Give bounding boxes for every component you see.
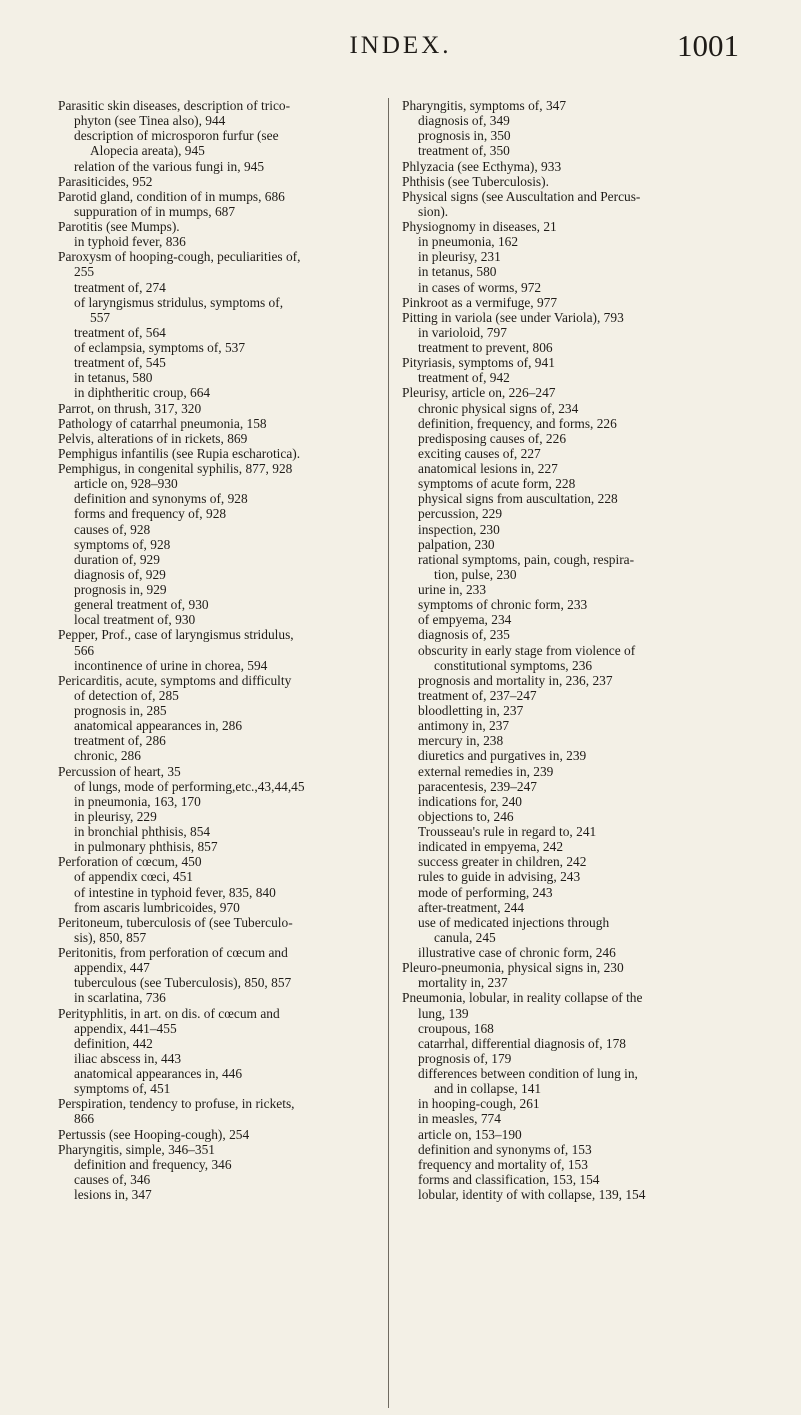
index-entry bbox=[402, 960, 742, 975]
entry-line: Pleurisy, article on, 226–247 bbox=[402, 385, 556, 401]
entry-line: illustrative case of chronic form, 246 bbox=[418, 945, 616, 960]
entry-line: chronic, 286 bbox=[74, 748, 141, 764]
entry-line: Parotid gland, condition of in mumps, 686 bbox=[58, 188, 285, 204]
index-subentry bbox=[402, 552, 742, 582]
entry-line: prognosis of, 179 bbox=[418, 1050, 512, 1066]
index-subentry bbox=[58, 990, 378, 1005]
entry-line: incontinence of urine in chorea, 594 bbox=[74, 657, 268, 673]
index-subentry bbox=[58, 869, 378, 884]
index-subentry bbox=[58, 1051, 378, 1066]
entry-line: bloodletting in, 237 bbox=[418, 703, 524, 718]
index-subentry bbox=[402, 325, 742, 340]
entry-line: diagnosis of, 235 bbox=[418, 627, 510, 643]
index-subentry bbox=[58, 1036, 378, 1051]
index-subentry bbox=[402, 431, 742, 446]
entry-line: prognosis in, 350 bbox=[418, 128, 511, 144]
entry-continuation-line: Alopecia areata), 945 bbox=[90, 143, 205, 159]
entry-line: of eclampsia, symptoms of, 537 bbox=[74, 340, 246, 355]
entry-continuation-line: sis), 850, 857 bbox=[74, 929, 147, 945]
entry-line: in pleurisy, 231 bbox=[418, 249, 501, 265]
entry-line: urine in, 233 bbox=[418, 582, 487, 597]
index-subentry bbox=[58, 612, 378, 627]
entry-line: paracentesis, 239–247 bbox=[418, 778, 537, 794]
index-subentry bbox=[58, 733, 378, 748]
entry-line: in pneumonia, 163, 170 bbox=[74, 793, 201, 809]
entry-line: mortality in, 237 bbox=[418, 975, 508, 991]
entry-line: lesions in, 347 bbox=[74, 1187, 152, 1202]
index-subentry bbox=[402, 885, 742, 900]
entry-line: Phthisis (see Tuberculosis). bbox=[402, 173, 549, 189]
index-subentry bbox=[402, 1096, 742, 1111]
entry-line: of lungs, mode of performing,etc.,43,44,45 bbox=[74, 778, 305, 794]
entry-line: of empyema, 234 bbox=[418, 612, 512, 628]
entry-line: definition, 442 bbox=[74, 1035, 153, 1051]
entry-line: Perspiration, tendency to profuse, in rickets, bbox=[58, 1096, 295, 1112]
entry-continuation-line: 255 bbox=[74, 264, 95, 280]
index-subentry bbox=[402, 1187, 742, 1202]
entry-line: definition and frequency, 346 bbox=[74, 1156, 232, 1172]
index-subentry bbox=[58, 1157, 378, 1172]
index-column-right bbox=[402, 98, 742, 1202]
entry-line: in cases of worms, 972 bbox=[418, 279, 542, 295]
entry-line: symptoms of chronic form, 233 bbox=[418, 597, 588, 613]
index-subentry bbox=[58, 703, 378, 718]
entry-line: symptoms of, 928 bbox=[74, 536, 171, 552]
entry-line: causes of, 928 bbox=[74, 521, 151, 537]
entry-line: mercury in, 238 bbox=[418, 733, 504, 749]
entry-line: Percussion of heart, 35 bbox=[58, 763, 181, 779]
entry-line: Pericarditis, acute, symptoms and difficulty bbox=[58, 672, 292, 688]
entry-line: prognosis and mortality in, 236, 237 bbox=[418, 672, 613, 688]
entry-line: in scarlatina, 736 bbox=[74, 990, 166, 1006]
entry-line: suppuration of in mumps, 687 bbox=[74, 203, 236, 219]
entry-line: Paroxysm of hooping-cough, peculiarities of, bbox=[58, 249, 301, 265]
index-subentry bbox=[402, 688, 742, 703]
index-subentry bbox=[58, 522, 378, 537]
index-subentry bbox=[402, 128, 742, 143]
entry-line: prognosis in, 285 bbox=[74, 703, 167, 718]
entry-line: treatment of, 237–247 bbox=[418, 687, 537, 703]
index-subentry bbox=[58, 779, 378, 794]
index-subentry bbox=[402, 1066, 742, 1096]
index-subentry bbox=[402, 703, 742, 718]
entry-line: Pleuro-pneumonia, physical signs in, 230 bbox=[402, 960, 624, 976]
entry-line: treatment of, 564 bbox=[74, 324, 166, 340]
page-number: 1001 bbox=[677, 28, 739, 63]
entry-line: exciting causes of, 227 bbox=[418, 445, 541, 461]
entry-line: in hooping-cough, 261 bbox=[418, 1096, 540, 1112]
index-entry bbox=[58, 446, 378, 461]
index-entry bbox=[58, 673, 378, 703]
entry-line: treatment of, 274 bbox=[74, 279, 166, 295]
entry-continuation-line: sion). bbox=[418, 203, 449, 219]
index-subentry bbox=[402, 506, 742, 521]
index-entry bbox=[58, 174, 378, 189]
entry-line: croupous, 168 bbox=[418, 1020, 494, 1036]
index-subentry bbox=[402, 1051, 742, 1066]
index-subentry bbox=[402, 264, 742, 279]
index-subentry bbox=[402, 1157, 742, 1172]
entry-line: Physiognomy in diseases, 21 bbox=[402, 219, 557, 234]
index-subentry bbox=[402, 113, 742, 128]
index-subentry bbox=[402, 582, 742, 597]
index-subentry bbox=[58, 295, 378, 325]
index-subentry bbox=[58, 900, 378, 915]
index-subentry bbox=[402, 779, 742, 794]
index-subentry bbox=[402, 476, 742, 491]
index-subentry bbox=[402, 143, 742, 158]
entry-line: in pleurisy, 229 bbox=[74, 808, 157, 824]
index-subentry bbox=[58, 839, 378, 854]
index-subentry bbox=[402, 945, 742, 960]
index-entry bbox=[58, 98, 378, 128]
index-entry bbox=[58, 219, 378, 234]
index-subentry bbox=[58, 748, 378, 763]
entry-line: in diphtheritic croup, 664 bbox=[74, 385, 211, 401]
index-entry bbox=[58, 945, 378, 975]
index-subentry bbox=[402, 234, 742, 249]
index-entry bbox=[58, 416, 378, 431]
index-subentry bbox=[402, 869, 742, 884]
entry-line: Pertussis (see Hooping-cough), 254 bbox=[58, 1126, 250, 1142]
index-entry bbox=[58, 461, 378, 476]
entry-line: causes of, 346 bbox=[74, 1171, 151, 1187]
entry-line: Pemphigus infantilis (see Rupia escharotica). bbox=[58, 445, 301, 461]
index-subentry bbox=[402, 446, 742, 461]
entry-line: prognosis in, 929 bbox=[74, 582, 167, 597]
entry-line: Peritoneum, tuberculosis of (see Tuberculo- bbox=[58, 914, 293, 930]
entry-line: Physical signs (see Auscultation and Percus- bbox=[402, 188, 641, 204]
index-subentry bbox=[402, 1127, 742, 1142]
entry-line: physical signs from auscultation, 228 bbox=[418, 491, 618, 507]
index-subentry bbox=[402, 748, 742, 763]
index-subentry bbox=[58, 582, 378, 597]
entry-line: Peritonitis, from perforation of cœcum and bbox=[58, 945, 288, 960]
entry-line: frequency and mortality of, 153 bbox=[418, 1156, 588, 1172]
entry-line: Pelvis, alterations of in rickets, 869 bbox=[58, 430, 248, 446]
index-subentry bbox=[58, 809, 378, 824]
entry-line: use of medicated injections through bbox=[418, 914, 610, 930]
index-subentry bbox=[58, 355, 378, 370]
index-subentry bbox=[58, 128, 378, 158]
entry-line: symptoms of acute form, 228 bbox=[418, 476, 576, 492]
entry-line: chronic physical signs of, 234 bbox=[418, 400, 579, 416]
entry-continuation-line: canula, 245 bbox=[434, 929, 496, 945]
index-subentry bbox=[402, 401, 742, 416]
index-subentry bbox=[58, 552, 378, 567]
entry-line: diuretics and purgatives in, 239 bbox=[418, 748, 587, 764]
entry-line: Perityphlitis, in art. on dis. of cœcum and bbox=[58, 1005, 280, 1021]
entry-line: rules to guide in advising, 243 bbox=[418, 869, 581, 885]
entry-line: differences between condition of lung in, bbox=[418, 1066, 638, 1081]
index-subentry bbox=[402, 370, 742, 385]
entry-line: in varioloid, 797 bbox=[418, 324, 507, 340]
entry-line: palpation, 230 bbox=[418, 536, 495, 552]
entry-line: in bronchial phthisis, 854 bbox=[74, 824, 211, 839]
entry-line: relation of the various fungi in, 945 bbox=[74, 158, 265, 174]
entry-line: duration of, 929 bbox=[74, 551, 160, 567]
index-subentry bbox=[58, 491, 378, 506]
index-entry bbox=[402, 189, 742, 219]
entry-continuation-line: 566 bbox=[74, 642, 95, 658]
index-entry bbox=[402, 990, 742, 1020]
entry-line: definition and synonyms of, 928 bbox=[74, 491, 248, 507]
entry-line: after-treatment, 244 bbox=[418, 899, 525, 915]
page-title: INDEX. bbox=[349, 32, 452, 59]
entry-line: Pharyngitis, simple, 346–351 bbox=[58, 1141, 215, 1157]
index-subentry bbox=[58, 718, 378, 733]
index-entry bbox=[58, 249, 378, 279]
index-subentry bbox=[402, 1036, 742, 1051]
entry-line: anatomical appearances in, 446 bbox=[74, 1066, 243, 1081]
entry-line: Trousseau's rule in regard to, 241 bbox=[418, 824, 597, 839]
entry-line: anatomical appearances in, 286 bbox=[74, 718, 243, 734]
index-subentry bbox=[58, 824, 378, 839]
index-subentry bbox=[58, 234, 378, 249]
index-subentry bbox=[402, 824, 742, 839]
entry-line: article on, 928–930 bbox=[74, 476, 178, 492]
entry-continuation-line: tion, pulse, 230 bbox=[434, 566, 517, 582]
index-subentry bbox=[402, 627, 742, 642]
index-entry bbox=[58, 854, 378, 869]
index-subentry bbox=[402, 718, 742, 733]
entry-line: article on, 153–190 bbox=[418, 1126, 522, 1142]
entry-continuation-line: appendix, 441–455 bbox=[74, 1020, 177, 1036]
entry-line: Pepper, Prof., case of laryngismus stridulus, bbox=[58, 627, 294, 643]
entry-line: treatment of, 350 bbox=[418, 143, 510, 159]
index-subentry bbox=[402, 461, 742, 476]
index-subentry bbox=[58, 537, 378, 552]
entry-line: in typhoid fever, 836 bbox=[74, 234, 186, 250]
entry-continuation-line: 866 bbox=[74, 1111, 95, 1127]
entry-line: objections to, 246 bbox=[418, 808, 514, 824]
index-subentry bbox=[58, 325, 378, 340]
entry-line: Pinkroot as a vermifuge, 977 bbox=[402, 294, 558, 310]
index-subentry bbox=[58, 280, 378, 295]
entry-line: treatment of, 942 bbox=[418, 370, 510, 386]
index-entry bbox=[402, 295, 742, 310]
index-subentry bbox=[402, 900, 742, 915]
entry-line: in tetanus, 580 bbox=[418, 264, 497, 280]
entry-continuation-line: appendix, 447 bbox=[74, 960, 150, 976]
index-subentry bbox=[402, 416, 742, 431]
entry-line: in tetanus, 580 bbox=[74, 370, 153, 386]
entry-line: local treatment of, 930 bbox=[74, 612, 196, 628]
entry-line: Parotitis (see Mumps). bbox=[58, 219, 180, 234]
index-subentry bbox=[58, 794, 378, 809]
entry-line: indications for, 240 bbox=[418, 793, 522, 809]
entry-line: tuberculous (see Tuberculosis), 850, 857 bbox=[74, 975, 292, 991]
entry-line: anatomical lesions in, 227 bbox=[418, 461, 558, 476]
entry-line: in pneumonia, 162 bbox=[418, 234, 519, 250]
entry-line: Perforation of cœcum, 450 bbox=[58, 854, 202, 870]
index-subentry bbox=[402, 249, 742, 264]
index-subentry bbox=[58, 506, 378, 521]
entry-line: Parasiticides, 952 bbox=[58, 173, 153, 189]
entry-line: Parrot, on thrush, 317, 320 bbox=[58, 400, 202, 416]
entry-line: diagnosis of, 349 bbox=[418, 113, 510, 129]
index-subentry bbox=[58, 1172, 378, 1187]
index-subentry bbox=[402, 673, 742, 688]
entry-line: obscurity in early stage from violence of bbox=[418, 642, 636, 658]
entry-continuation-line: constitutional symptoms, 236 bbox=[434, 657, 593, 673]
entry-line: Pneumonia, lobular, in reality collapse of the bbox=[402, 990, 643, 1006]
entry-line: from ascaris lumbricoides, 970 bbox=[74, 899, 240, 915]
index-entry bbox=[402, 159, 742, 174]
index-entry bbox=[402, 174, 742, 189]
index-subentry bbox=[402, 839, 742, 854]
index-subentry bbox=[402, 643, 742, 673]
index-subentry bbox=[402, 597, 742, 612]
column-divider bbox=[388, 98, 389, 1408]
entry-line: treatment of, 286 bbox=[74, 733, 166, 749]
index-entry bbox=[58, 1006, 378, 1036]
entry-line: external remedies in, 239 bbox=[418, 763, 554, 779]
index-subentry bbox=[402, 1021, 742, 1036]
entry-line: Pitting in variola (see under Variola), 793 bbox=[402, 309, 624, 325]
index-subentry bbox=[58, 975, 378, 990]
index-subentry bbox=[402, 809, 742, 824]
entry-continuation-line: of detection of, 285 bbox=[74, 687, 179, 703]
entry-line: of appendix cœci, 451 bbox=[74, 869, 193, 885]
entry-line: forms and classification, 153, 154 bbox=[418, 1171, 600, 1187]
entry-line: general treatment of, 930 bbox=[74, 597, 209, 613]
index-entry bbox=[58, 627, 378, 657]
entry-line: lobular, identity of with collapse, 139, 154 bbox=[418, 1187, 646, 1202]
index-entry bbox=[58, 915, 378, 945]
index-entry bbox=[402, 355, 742, 370]
index-entry bbox=[58, 1142, 378, 1157]
entry-continuation-line: 557 bbox=[90, 309, 111, 325]
index-subentry bbox=[402, 764, 742, 779]
entry-line: inspection, 230 bbox=[418, 521, 500, 537]
entry-continuation-line: phyton (see Tinea also), 944 bbox=[74, 113, 226, 129]
index-entry bbox=[58, 189, 378, 204]
index-subentry bbox=[58, 385, 378, 400]
index-entry bbox=[402, 310, 742, 325]
index-subentry bbox=[402, 280, 742, 295]
index-entry bbox=[402, 219, 742, 234]
index-subentry bbox=[58, 370, 378, 385]
entry-line: iliac abscess in, 443 bbox=[74, 1050, 182, 1066]
entry-continuation-line: and in collapse, 141 bbox=[434, 1081, 542, 1097]
entry-line: description of microsporon furfur (see bbox=[74, 128, 279, 144]
index-subentry bbox=[58, 597, 378, 612]
entry-line: in pulmonary phthisis, 857 bbox=[74, 839, 218, 855]
index-entry bbox=[58, 401, 378, 416]
entry-line: Pathology of catarrhal pneumonia, 158 bbox=[58, 415, 267, 431]
entry-line: in measles, 774 bbox=[418, 1111, 501, 1127]
index-subentry bbox=[58, 204, 378, 219]
index-subentry bbox=[402, 794, 742, 809]
index-subentry bbox=[402, 733, 742, 748]
index-subentry bbox=[402, 1111, 742, 1126]
index-subentry bbox=[402, 340, 742, 355]
entry-line: predisposing causes of, 226 bbox=[418, 430, 567, 446]
index-subentry bbox=[58, 1081, 378, 1096]
entry-line: of laryngismus stridulus, symptoms of, bbox=[74, 294, 284, 310]
index-subentry bbox=[58, 567, 378, 582]
entry-line: antimony in, 237 bbox=[418, 718, 510, 734]
entry-line: catarrhal, differential diagnosis of, 178 bbox=[418, 1035, 626, 1051]
page-header bbox=[0, 28, 801, 68]
entry-line: percussion, 229 bbox=[418, 506, 503, 522]
index-column-left bbox=[58, 98, 378, 1202]
index-subentry bbox=[402, 975, 742, 990]
index-subentry bbox=[402, 1172, 742, 1187]
entry-continuation-line: lung, 139 bbox=[418, 1005, 469, 1021]
index-subentry bbox=[58, 476, 378, 491]
entry-line: indicated in empyema, 242 bbox=[418, 839, 564, 855]
entry-line: definition and synonyms of, 153 bbox=[418, 1141, 592, 1157]
index-subentry bbox=[402, 612, 742, 627]
index-entry bbox=[402, 98, 742, 113]
index-entry bbox=[402, 385, 742, 400]
entry-line: mode of performing, 243 bbox=[418, 884, 553, 900]
index-subentry bbox=[58, 1066, 378, 1081]
index-entry bbox=[58, 764, 378, 779]
index-subentry bbox=[58, 885, 378, 900]
index-subentry bbox=[58, 340, 378, 355]
index-subentry bbox=[402, 537, 742, 552]
entry-line: Pityriasis, symptoms of, 941 bbox=[402, 355, 555, 371]
entry-line: rational symptoms, pain, cough, respira- bbox=[418, 551, 635, 567]
entry-line: Parasitic skin diseases, description of trico- bbox=[58, 98, 291, 113]
entry-line: symptoms of, 451 bbox=[74, 1081, 171, 1097]
entry-line: treatment to prevent, 806 bbox=[418, 340, 553, 355]
index-subentry bbox=[58, 159, 378, 174]
entry-line: Phlyzacia (see Ecthyma), 933 bbox=[402, 158, 562, 174]
entry-line: forms and frequency of, 928 bbox=[74, 506, 227, 522]
index-entry bbox=[58, 1096, 378, 1126]
entry-line: of intestine in typhoid fever, 835, 840 bbox=[74, 884, 276, 900]
index-subentry bbox=[402, 522, 742, 537]
index-subentry bbox=[58, 658, 378, 673]
entry-line: success greater in children, 242 bbox=[418, 854, 587, 870]
index-entry bbox=[58, 1127, 378, 1142]
index-subentry bbox=[402, 1142, 742, 1157]
entry-line: diagnosis of, 929 bbox=[74, 566, 166, 582]
entry-line: Pemphigus, in congenital syphilis, 877, 928 bbox=[58, 461, 293, 476]
index-entry bbox=[58, 431, 378, 446]
entry-line: treatment of, 545 bbox=[74, 355, 166, 371]
index-subentry bbox=[58, 1187, 378, 1202]
entry-line: definition, frequency, and forms, 226 bbox=[418, 415, 617, 431]
index-subentry bbox=[402, 915, 742, 945]
index-subentry bbox=[402, 491, 742, 506]
index-subentry bbox=[402, 854, 742, 869]
entry-line: Pharyngitis, symptoms of, 347 bbox=[402, 98, 567, 113]
